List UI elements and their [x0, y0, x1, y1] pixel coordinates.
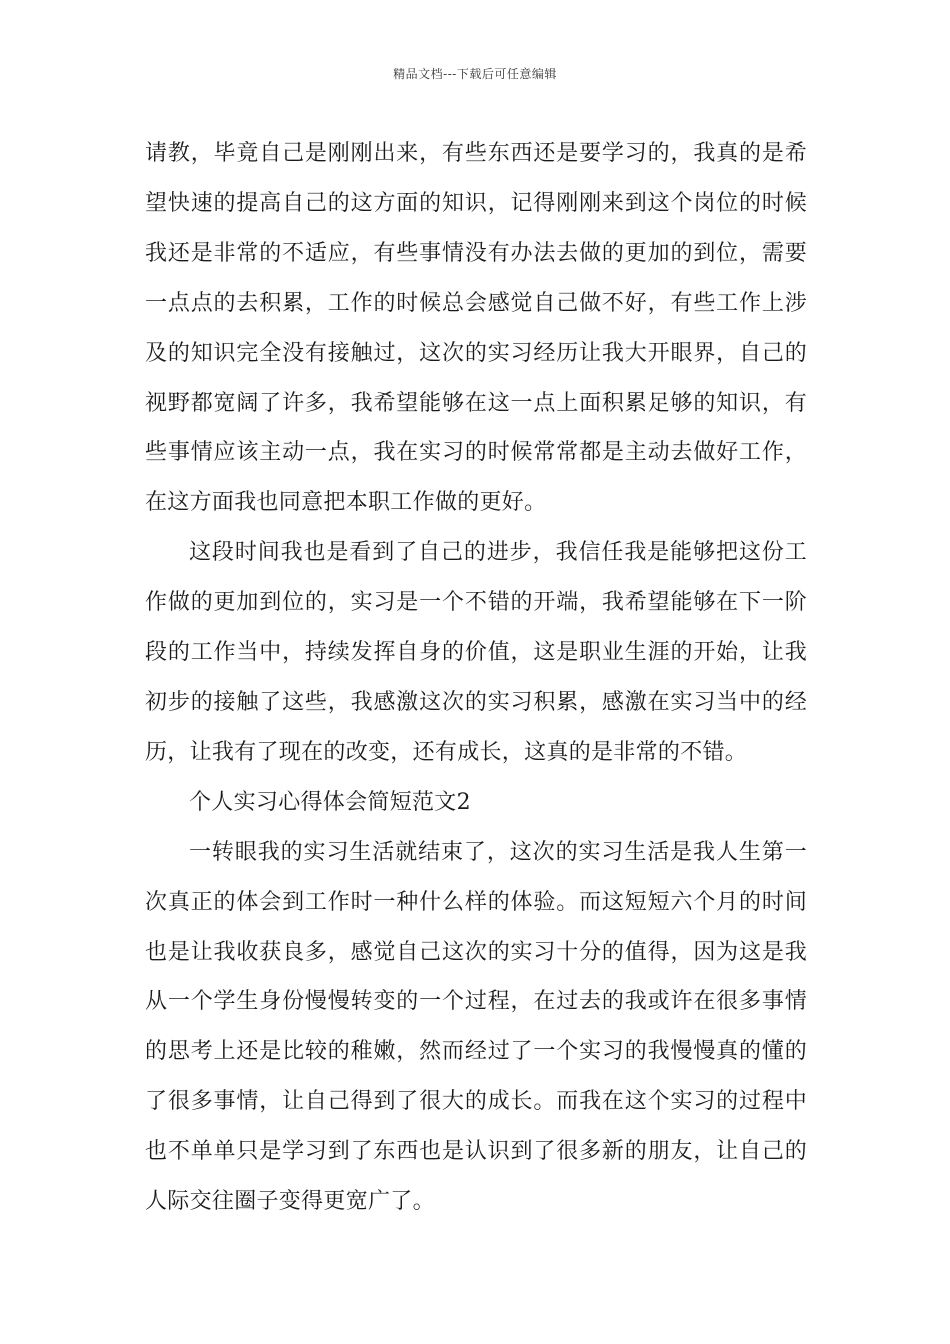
section-heading: 个人实习心得体会简短范文2 [189, 789, 471, 815]
paragraph-progress: 这段时间我也是看到了自己的进步，我信任我是能够把这份工作做的更加到位的，实习是一个不错的开端，我希望能够在下一阶段的工作当中，持续发挥自身的价值，这是职业生涯的开始，让我初步的接触了这些，我感激这次的实习积累，感激在实习当中的经历，让我有了现在的改变，还有成长，这真的是非常的不错。 [145, 540, 807, 765]
paragraph-continuation: 请教，毕竟自己是刚刚出来，有些东西还是要学习的，我真的是希望快速的提高自己的这方面的知识，记得刚刚来到这个岗位的时候我还是非常的不适应，有些事情没有办法去做的更加的到位，需要一点点的去积累，工作的时候总会感觉自己做不好，有些工作上涉及的知识完全没有接触过，这次的实习经历让我大开眼界，自己的视野都宽阔了许多，我希望能够在这一点上面积累足够的知识，有些事情应该主动一点，我在实习的时候常常都是主动去做好工作，在这方面我也同意把本职工作做的更好。 [145, 141, 807, 516]
page-header: 精品文档---下载后可任意编辑 [393, 67, 557, 81]
document-body [145, 129, 807, 1227]
paragraph-internship-summary: 一转眼我的实习生活就结束了，这次的实习生活是我人生第一次真正的体会到工作时一种什么样的体验。而这短短六个月的时间也是让我收获良多，感觉自己这次的实习十分的值得，因为这是我从一个学生身份慢慢转变的一个过程，在过去的我或许在很多事情的思考上还是比较的稚嫩，然而经过了一个实习的我慢慢真的懂的了很多事情，让自己得到了很大的成长。而我在这个实习的过程中也不单单只是学习到了东西也是认识到了很多新的朋友，让自己的人际交往圈子变得更宽广了。 [145, 839, 807, 1215]
